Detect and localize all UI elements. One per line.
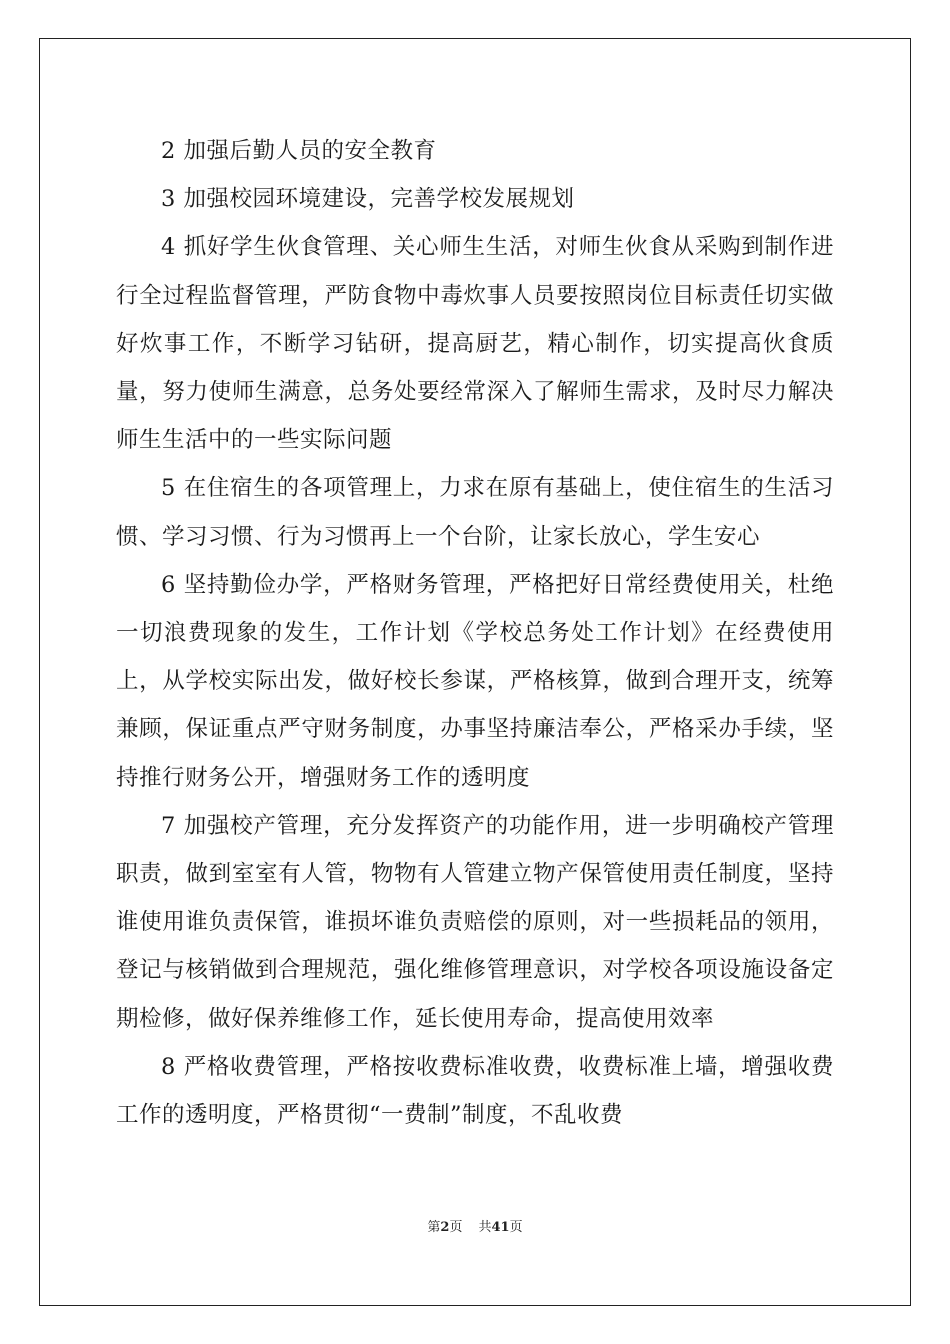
page-prefix: 第 (427, 1220, 441, 1235)
paragraph-item-4: 4 抓好学生伙食管理、关心师生生活，对师生伙食从采购到制作进行全过程监督管理，严防食物中毒炊事人员要按照岗位目标责任切实做好炊事工作，不断学习钻研，提高厨艺，精心制作，切实提高伙食质量，努力使师生满意，总务处要经常深入了解师生需求，及时尽力解决师生生活中的一些实际问题 (116, 234, 834, 454)
paragraph-item-8: 8 严格收费管理，严格按收费标准收费，收费标准上墙，增强收费工作的透明度，严格贯彻“一费制”制度，不乱收费 (116, 1053, 834, 1129)
paragraph-item-3: 3 加强校园环境建设，完善学校发展规划 (161, 186, 575, 213)
paragraph-item-5: 5 在住宿生的各项管理上，力求在原有基础上，使住宿生的生活习惯、学习习惯、行为习惯再上一个台阶，让家长放心，学生安心 (116, 475, 834, 550)
page-suffix: 页 (449, 1220, 463, 1235)
document-body (116, 127, 834, 1139)
paragraph-item-6: 6 坚持勤俭办学，严格财务管理，严格把好日常经费使用关，杜绝一切浪费现象的发生，工作计划《学校总务处工作计划》在经费使用上，从学校实际出发，做好校长参谋，严格核算，做到合理开支，统筹兼顾，保证重点严守财务制度，办事坚持廉洁奉公，严格采办手续，坚持推行财务公开，增强财务工作的透明度 (116, 571, 834, 791)
paragraph-item-7: 7 加强校产管理，充分发挥资产的功能作用，进一步明确校产管理职责，做到室室有人管，物物有人管建立物产保管使用责任制度，坚持谁使用谁负责保管，谁损坏谁负责赔偿的原则，对一些损耗品的领用，登记与核销做到合理规范，强化维修管理意识，对学校各项设施设备定期检修，做好保养维修工作，延长使用寿命，提高使用效率 (116, 812, 834, 1032)
total-prefix: 共 (478, 1220, 492, 1235)
total-pages: 41 (491, 1220, 510, 1235)
page-number: 2 (440, 1220, 450, 1235)
total-suffix: 页 (509, 1220, 523, 1235)
page-footer (0, 1216, 950, 1235)
paragraph-item-2: 2 加强后勤人员的安全教育 (161, 138, 437, 164)
